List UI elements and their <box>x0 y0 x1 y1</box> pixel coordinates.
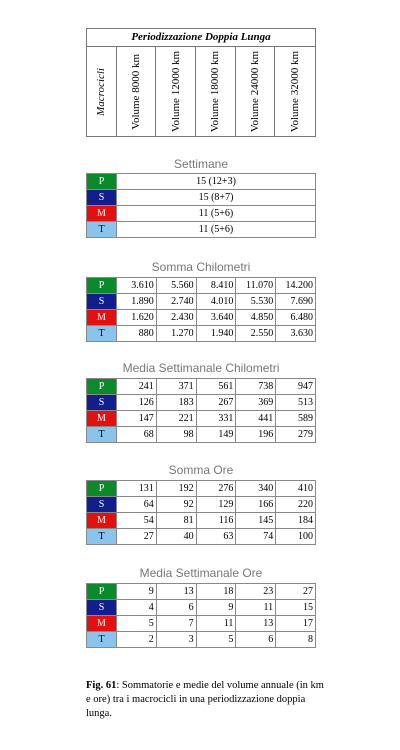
row-label-p: P <box>87 278 117 294</box>
cell: 81 <box>156 513 196 529</box>
table-row <box>87 600 316 616</box>
table-row <box>87 278 316 294</box>
cell: 267 <box>196 395 236 411</box>
row-label-m: M <box>87 310 117 326</box>
cell: 147 <box>117 411 157 427</box>
row-label-m: M <box>87 411 117 427</box>
cell: 196 <box>236 427 276 443</box>
table-row <box>87 222 316 238</box>
cell: 13 <box>156 584 196 600</box>
cell: 192 <box>156 481 196 497</box>
cell: 183 <box>156 395 196 411</box>
table-row <box>87 529 316 545</box>
caption-label: Fig. 61 <box>86 680 117 691</box>
table-row <box>87 326 316 342</box>
cell: 5.530 <box>236 294 276 310</box>
cell: 947 <box>276 379 316 395</box>
cell: 279 <box>276 427 316 443</box>
cell: 27 <box>117 529 157 545</box>
cell: 2.740 <box>156 294 196 310</box>
table-row <box>87 632 316 648</box>
cell: 241 <box>117 379 157 395</box>
cell: 131 <box>117 481 157 497</box>
row-label-m: M <box>87 513 117 529</box>
cell: 40 <box>156 529 196 545</box>
cell: 561 <box>196 379 236 395</box>
section-title-somma-ore: Somma Ore <box>168 463 234 477</box>
section-title-settimane: Settimane <box>173 157 229 171</box>
table-row <box>87 411 316 427</box>
cell: 9 <box>196 600 236 616</box>
row-label-p: P <box>87 481 117 497</box>
table-row <box>87 190 316 206</box>
cell: 15 <box>276 600 316 616</box>
cell: 100 <box>276 529 316 545</box>
cell: 2.550 <box>236 326 276 342</box>
cell: 2.430 <box>156 310 196 326</box>
cell: 221 <box>156 411 196 427</box>
row-label-t: T <box>87 632 117 648</box>
row-label-t: T <box>87 427 117 443</box>
cell: 410 <box>276 481 316 497</box>
header-columns <box>87 47 315 137</box>
row-label-s: S <box>87 190 117 206</box>
cell: 166 <box>236 497 276 513</box>
header-table <box>86 28 316 137</box>
section-title-media-chilometri: Media Settimanale Chilometri <box>122 361 280 375</box>
cell: 11.070 <box>236 278 276 294</box>
cell: 15 (12+3) <box>117 174 316 190</box>
cell: 74 <box>236 529 276 545</box>
cell: 11 <box>196 616 236 632</box>
cell: 880 <box>117 326 157 342</box>
cell: 27 <box>276 584 316 600</box>
cell: 8.410 <box>196 278 236 294</box>
cell: 331 <box>196 411 236 427</box>
table-row <box>87 616 316 632</box>
cell: 11 (5+6) <box>117 206 316 222</box>
row-label-s: S <box>87 294 117 310</box>
cell: 4.850 <box>236 310 276 326</box>
cell: 589 <box>276 411 316 427</box>
table-settimane <box>86 173 316 238</box>
cell: 7.690 <box>276 294 316 310</box>
row-label-s: S <box>87 395 117 411</box>
table-somma-ore <box>86 480 316 545</box>
cell: 3.610 <box>117 278 157 294</box>
table-media-ore <box>86 583 316 648</box>
cell: 441 <box>236 411 276 427</box>
cell: 5 <box>117 616 157 632</box>
table-row <box>87 395 316 411</box>
cell: 3 <box>156 632 196 648</box>
header-title: Periodizzazione Doppia Lunga <box>87 29 315 47</box>
header-col-volume: Volume 32000 km <box>289 51 302 133</box>
cell: 1.890 <box>117 294 157 310</box>
cell: 1.940 <box>196 326 236 342</box>
cell: 11 (5+6) <box>117 222 316 238</box>
figure-caption <box>86 679 326 721</box>
cell: 116 <box>196 513 236 529</box>
section-title-somma-chilometri: Somma Chilometri <box>151 260 251 274</box>
row-label-t: T <box>87 222 117 238</box>
header-col-volume: Volume 24000 km <box>236 47 276 137</box>
cell: 8 <box>276 632 316 648</box>
row-label-t: T <box>87 326 117 342</box>
cell: 340 <box>236 481 276 497</box>
cell: 220 <box>276 497 316 513</box>
cell: 92 <box>156 497 196 513</box>
cell: 54 <box>117 513 157 529</box>
row-label-p: P <box>87 584 117 600</box>
cell: 184 <box>276 513 316 529</box>
cell: 17 <box>276 616 316 632</box>
header-col-volume: Volume 8000 km <box>117 47 157 137</box>
cell: 68 <box>117 427 157 443</box>
cell: 98 <box>156 427 196 443</box>
cell: 1.620 <box>117 310 157 326</box>
cell: 6 <box>236 632 276 648</box>
cell: 5 <box>196 632 236 648</box>
cell: 13 <box>236 616 276 632</box>
section-title-media-ore: Media Settimanale Ore <box>139 566 263 580</box>
table-row <box>87 481 316 497</box>
cell: 145 <box>236 513 276 529</box>
table-somma-chilometri <box>86 277 316 342</box>
cell: 276 <box>196 481 236 497</box>
cell: 64 <box>117 497 157 513</box>
cell: 149 <box>196 427 236 443</box>
cell: 7 <box>156 616 196 632</box>
cell: 738 <box>236 379 276 395</box>
row-label-p: P <box>87 379 117 395</box>
cell: 63 <box>196 529 236 545</box>
table-row <box>87 310 316 326</box>
row-label-s: S <box>87 497 117 513</box>
cell: 6 <box>156 600 196 616</box>
row-label-m: M <box>87 206 117 222</box>
cell: 3.630 <box>276 326 316 342</box>
cell: 23 <box>236 584 276 600</box>
row-label-t: T <box>87 529 117 545</box>
cell: 11 <box>236 600 276 616</box>
header-col-volume: Volume 12000 km <box>156 47 196 137</box>
cell: 15 (8+7) <box>117 190 316 206</box>
cell: 2 <box>117 632 157 648</box>
table-media-chilometri <box>86 378 316 443</box>
table-row <box>87 206 316 222</box>
cell: 3.640 <box>196 310 236 326</box>
cell: 5.560 <box>156 278 196 294</box>
cell: 18 <box>196 584 236 600</box>
cell: 14.200 <box>276 278 316 294</box>
cell: 4.010 <box>196 294 236 310</box>
table-row <box>87 427 316 443</box>
cell: 126 <box>117 395 157 411</box>
row-label-s: S <box>87 600 117 616</box>
row-label-p: P <box>87 174 117 190</box>
table-row <box>87 174 316 190</box>
cell: 129 <box>196 497 236 513</box>
row-label-m: M <box>87 616 117 632</box>
header-col-volume: Volume 18000 km <box>196 47 236 137</box>
caption-text: : Sommatorie e medie del volume annuale (in km e ore) tra i macrocicli in una periodizzazione doppia lunga. <box>86 680 324 719</box>
cell: 369 <box>236 395 276 411</box>
cell: 6.480 <box>276 310 316 326</box>
cell: 371 <box>156 379 196 395</box>
table-row <box>87 584 316 600</box>
table-row <box>87 294 316 310</box>
cell: 513 <box>276 395 316 411</box>
table-row <box>87 513 316 529</box>
header-col-macrocicli: Macrocicli <box>87 47 117 137</box>
cell: 9 <box>117 584 157 600</box>
cell: 4 <box>117 600 157 616</box>
table-row <box>87 379 316 395</box>
cell: 1.270 <box>156 326 196 342</box>
table-row <box>87 497 316 513</box>
